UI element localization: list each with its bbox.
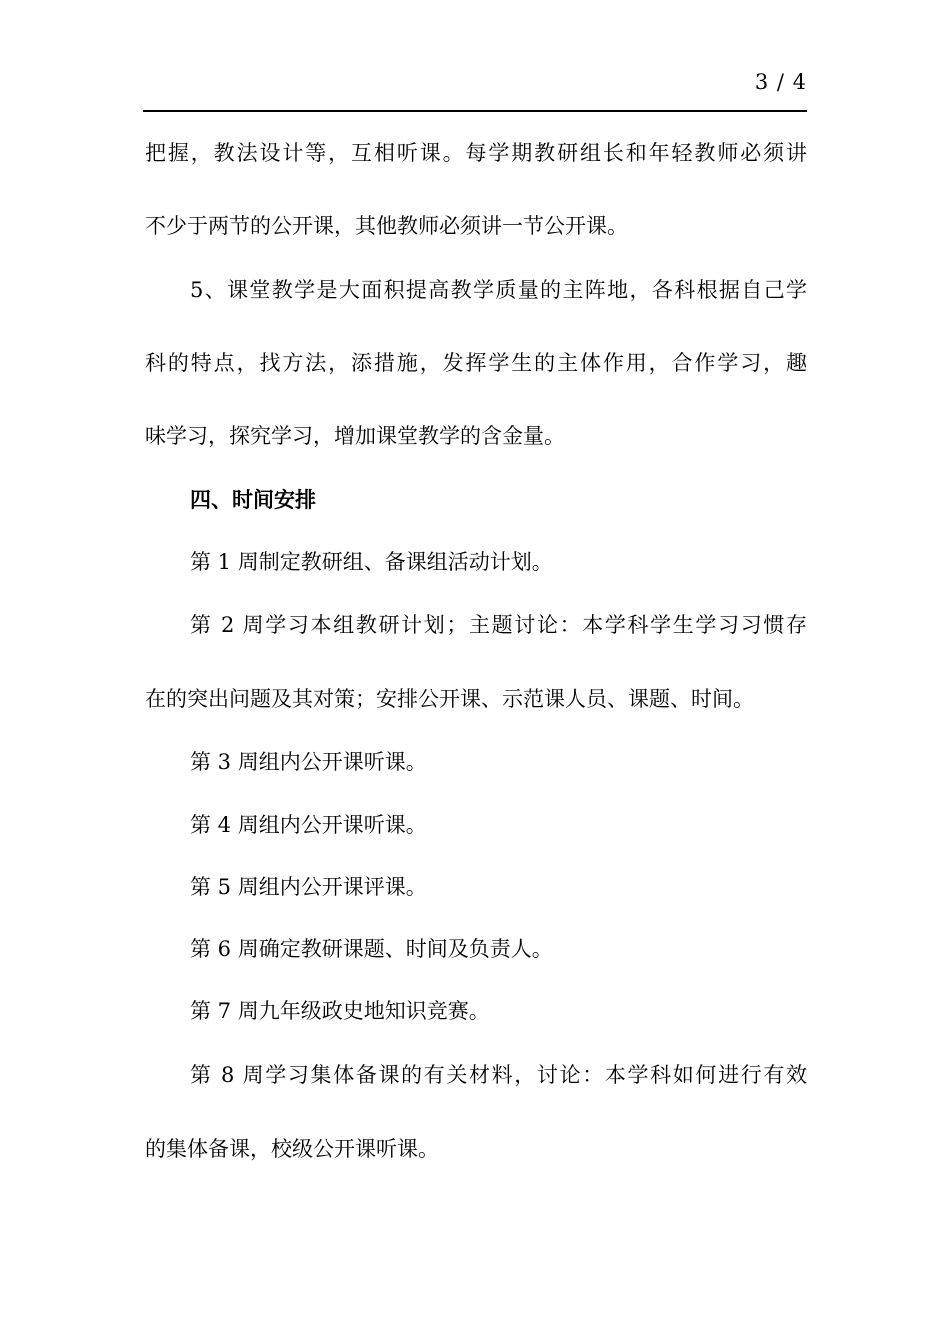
body-line: 第 6 周确定教研课题、时间及负责人。 [190, 937, 553, 961]
body-line: 在的突出问题及其对策；安排公开课、示范课人员、课题、时间。 [145, 687, 754, 711]
body-line: 把握，教法设计等，互相听课。每学期教研组长和年轻教师必须讲 [145, 141, 807, 165]
body-line: 第 2 周学习本组教研计划；主题讨论：本学科学生学习习惯存 [190, 613, 807, 637]
page-number: 3 / 4 [754, 70, 807, 94]
body-line: 第 3 周组内公开课听课。 [190, 750, 427, 774]
header-rule [143, 110, 807, 112]
body-line: 味学习，探究学习，增加课堂教学的含金量。 [145, 424, 565, 448]
body-line: 第 8 周学习集体备课的有关材料，讨论：本学科如何进行有效 [190, 1063, 807, 1087]
body-line: 5、课堂教学是大面积提高教学质量的主阵地，各科根据自己学 [190, 278, 807, 302]
body-line: 第 1 周制定教研组、备课组活动计划。 [190, 550, 553, 574]
body-line: 科的特点，找方法，添措施，发挥学生的主体作用，合作学习，趣 [145, 351, 807, 375]
body-line: 的集体备课，校级公开课听课。 [145, 1137, 439, 1161]
body-line: 第 4 周组内公开课听课。 [190, 813, 427, 837]
body-line: 第 5 周组内公开课评课。 [190, 875, 427, 899]
section-heading: 四、时间安排 [190, 488, 316, 512]
body-line: 第 7 周九年级政史地知识竞赛。 [190, 999, 490, 1023]
body-line: 不少于两节的公开课，其他教师必须讲一节公开课。 [145, 214, 628, 238]
